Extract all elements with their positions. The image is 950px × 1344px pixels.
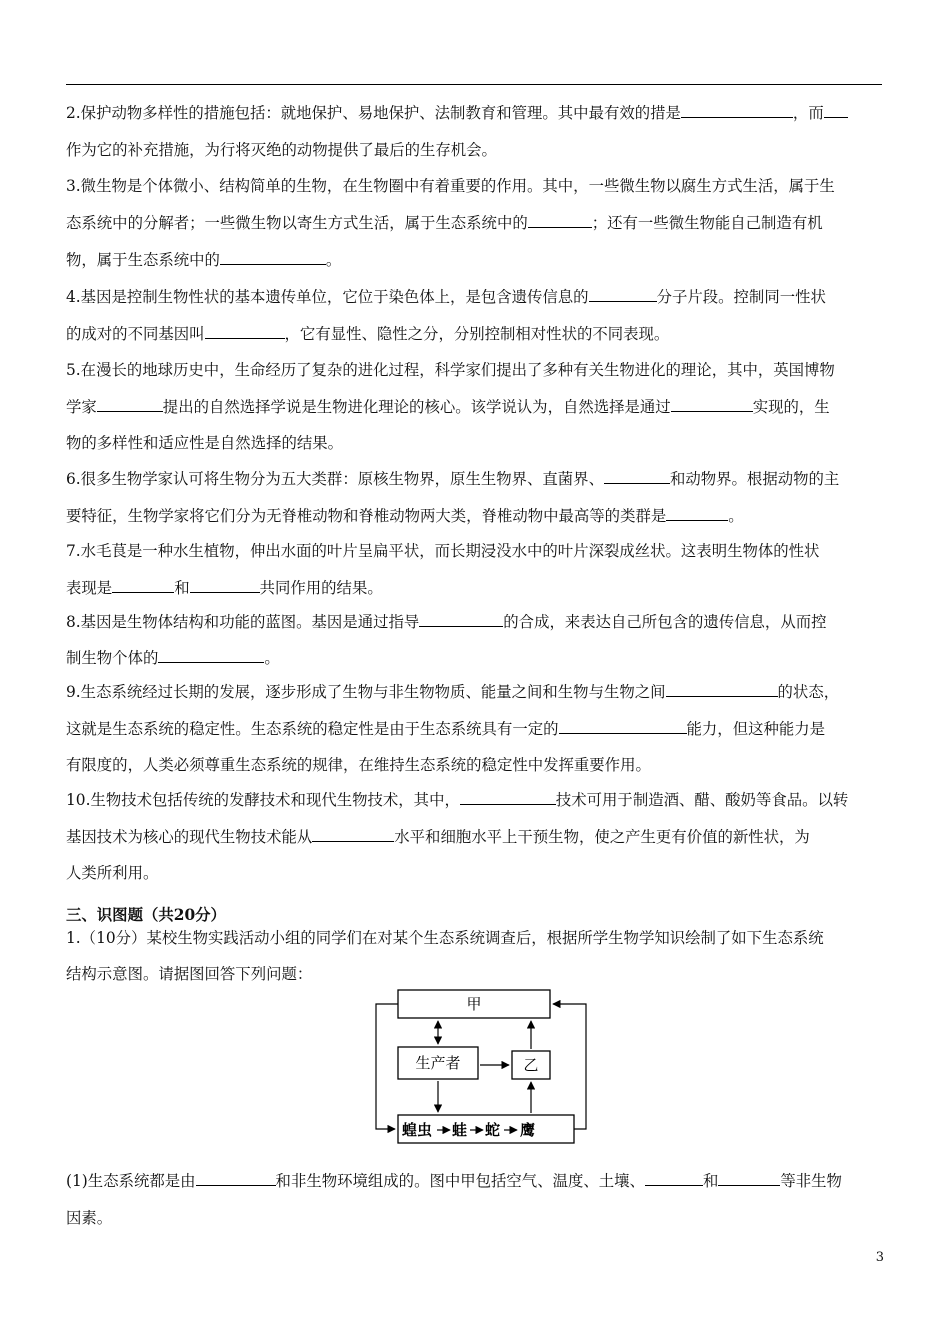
answer-blank[interactable] <box>589 287 657 302</box>
question-q4-line <box>66 287 884 307</box>
question-text: 表现是 <box>66 579 113 597</box>
question-text: 制生物个体的 <box>66 649 159 667</box>
question-text: 物，属于生态系统中的 <box>66 251 220 269</box>
answer-blank[interactable] <box>419 612 503 627</box>
question-text: 5.在漫长的地球历史中，生命经历了复杂的进化过程，科学家们提出了多种有关生物进化的理论，其中，英国博物 <box>66 361 835 379</box>
answer-blank[interactable] <box>312 827 394 842</box>
question-text: 人类所利用。 <box>66 864 159 882</box>
question-q6-line <box>66 469 884 489</box>
question-text: 要特征，生物学家将它们分为无脊椎动物和脊椎动物两大类，脊椎动物中最高等的类群是 <box>66 507 667 525</box>
question-q9-line <box>66 755 884 775</box>
answer-blank[interactable] <box>220 250 326 265</box>
question-text: 3.微生物是个体微小、结构简单的生物，在生物圈中有着重要的作用。其中，一些微生物以腐生方式生活，属于生 <box>66 177 835 195</box>
question-text: 的合成，来表达自己所包含的遗传信息，从而控 <box>503 613 827 631</box>
answer-blank[interactable] <box>671 397 753 412</box>
header-rule <box>66 84 882 85</box>
chain-frog: 蛙 <box>452 1121 468 1139</box>
answer-blank[interactable] <box>559 719 687 734</box>
diagram-question-line <box>66 964 884 984</box>
answer-blank[interactable] <box>718 1171 780 1186</box>
question-q10-line <box>66 827 884 847</box>
chain-eagle: 鹰 <box>520 1121 536 1139</box>
question-text: (1)生态系统都是由 <box>66 1172 196 1190</box>
answer-blank[interactable] <box>460 790 556 805</box>
arrow-right-loop <box>553 1004 586 1129</box>
subquestion-1-line <box>66 1171 884 1191</box>
question-text: 。 <box>325 251 342 269</box>
box-yi-label: 乙 <box>523 1056 539 1074</box>
answer-blank[interactable] <box>158 648 264 663</box>
question-q5-line <box>66 360 884 380</box>
question-q5-line <box>66 397 884 417</box>
question-q9-line <box>66 682 884 702</box>
question-text: 因素。 <box>66 1209 113 1227</box>
answer-blank[interactable] <box>681 103 793 118</box>
question-text: 共同作用的结果。 <box>259 579 383 597</box>
question-text: 这就是生态系统的稳定性。生态系统的稳定性是由于生态系统具有一定的 <box>66 720 559 738</box>
question-text: ，它有显性、隐性之分，分别控制相对性状的不同表现。 <box>284 325 670 343</box>
question-text: 和非生物环境组成的。图中甲包括空气、温度、土壤、 <box>275 1172 645 1190</box>
answer-blank[interactable] <box>112 578 174 593</box>
question-text: 等非生物 <box>780 1172 842 1190</box>
question-q7-line <box>66 578 884 598</box>
question-q10-line <box>66 790 884 810</box>
question-text: 基因技术为核心的现代生物技术能从 <box>66 828 313 846</box>
diagram-question-line <box>66 928 884 948</box>
answer-blank[interactable] <box>528 213 592 228</box>
answer-blank[interactable] <box>205 324 285 339</box>
question-text: 有限度的，人类必须尊重生态系统的规律，在维持生态系统的稳定性中发挥重要作用。 <box>66 756 651 774</box>
question-text: 9.生态系统经过长期的发展，逐步形成了生物与非生物物质、能量之间和生物与生物之间 <box>66 683 666 701</box>
answer-blank[interactable] <box>824 103 848 118</box>
question-q8-line <box>66 648 884 668</box>
arrow-left-loop <box>376 1004 398 1129</box>
chain-locust: 蝗虫 <box>402 1121 433 1139</box>
answer-blank[interactable] <box>604 469 670 484</box>
question-text: 物的多样性和适应性是自然选择的结果。 <box>66 434 344 452</box>
ecosystem-diagram <box>362 985 592 1145</box>
question-q4-line <box>66 324 884 344</box>
question-text: 的成对的不同基因叫 <box>66 325 205 343</box>
question-text: 和动物界。根据动物的主 <box>669 470 840 488</box>
question-text: 。 <box>264 649 280 667</box>
question-q6-line <box>66 506 884 526</box>
question-text: 7.水毛茛是一种水生植物，伸出水面的叶片呈扁平状，而长期浸没水中的叶片深裂成丝状。这表明生物体的性状 <box>66 542 820 560</box>
box-producer-label: 生产者 <box>415 1054 461 1072</box>
question-q3-line <box>66 213 884 233</box>
question-text: 4.基因是控制生物性状的基本遗传单位，它位于染色体上，是包含遗传信息的 <box>66 288 589 306</box>
question-q7-line <box>66 541 884 561</box>
answer-blank[interactable] <box>666 506 728 521</box>
question-text: 分子片段。控制同一性状 <box>656 288 826 306</box>
question-text: 10.生物技术包括传统的发酵技术和现代生物技术，其中， <box>66 791 460 809</box>
box-jia-label: 甲 <box>466 995 482 1013</box>
question-text: 2.保护动物多样性的措施包括：就地保护、易地保护、法制教育和管理。其中最有效的措是 <box>66 104 681 122</box>
question-text: 态系统中的分解者；一些微生物以寄生方式生活，属于生态系统中的 <box>66 214 528 232</box>
answer-blank[interactable] <box>190 578 260 593</box>
question-text: 的状态， <box>777 683 840 701</box>
question-text: 6.很多生物学家认可将生物分为五大类群：原核生物界，原生生物界、直菌界、 <box>66 470 604 488</box>
section-three-title: 三、识图题（共20分） <box>66 906 226 924</box>
question-text: 实现的，生 <box>752 398 830 416</box>
page-number: 3 <box>875 1250 884 1265</box>
answer-blank[interactable] <box>196 1171 276 1186</box>
question-text: 提出的自然选择学说是生物进化理论的核心。该学说认为，自然选择是通过 <box>162 398 671 416</box>
question-q3-line <box>66 250 884 270</box>
answer-blank[interactable] <box>97 397 163 412</box>
question-q3-line <box>66 176 884 196</box>
question-text: 。 <box>728 507 744 525</box>
question-text: ；还有一些微生物能自己制造有机 <box>591 214 823 232</box>
question-text: 结构示意图。请据图回答下列问题： <box>66 965 313 983</box>
question-text: 能力，但这种能力是 <box>686 720 826 738</box>
question-text: ，而 <box>792 104 824 122</box>
question-q9-line <box>66 719 884 739</box>
question-text: 作为它的补充措施，为行将灭绝的动物提供了最后的生存机会。 <box>66 141 497 159</box>
question-q2-line <box>66 103 884 123</box>
question-text: 1.（10分）某校生物实践活动小组的同学们在对某个生态系统调查后，根据所学生物学知识绘制了如下生态系统 <box>66 929 824 947</box>
question-q10-line <box>66 863 884 883</box>
question-text: 和 <box>702 1172 719 1190</box>
question-text: 和 <box>174 579 190 597</box>
chain-snake: 蛇 <box>485 1121 501 1139</box>
question-text: 技术可用于制造酒、醋、酸奶等食品。以转 <box>555 791 849 809</box>
question-q2-line <box>66 140 884 160</box>
answer-blank[interactable] <box>645 1171 703 1186</box>
question-text: 8.基因是生物体结构和功能的蓝图。基因是通过指导 <box>66 613 420 631</box>
subquestion-1-line <box>66 1208 884 1228</box>
question-text: 学家 <box>66 398 97 416</box>
answer-blank[interactable] <box>666 682 778 697</box>
question-q8-line <box>66 612 884 632</box>
question-q5-line <box>66 433 884 453</box>
question-text: 水平和细胞水平上干预生物，使之产生更有价值的新性状，为 <box>394 828 810 846</box>
